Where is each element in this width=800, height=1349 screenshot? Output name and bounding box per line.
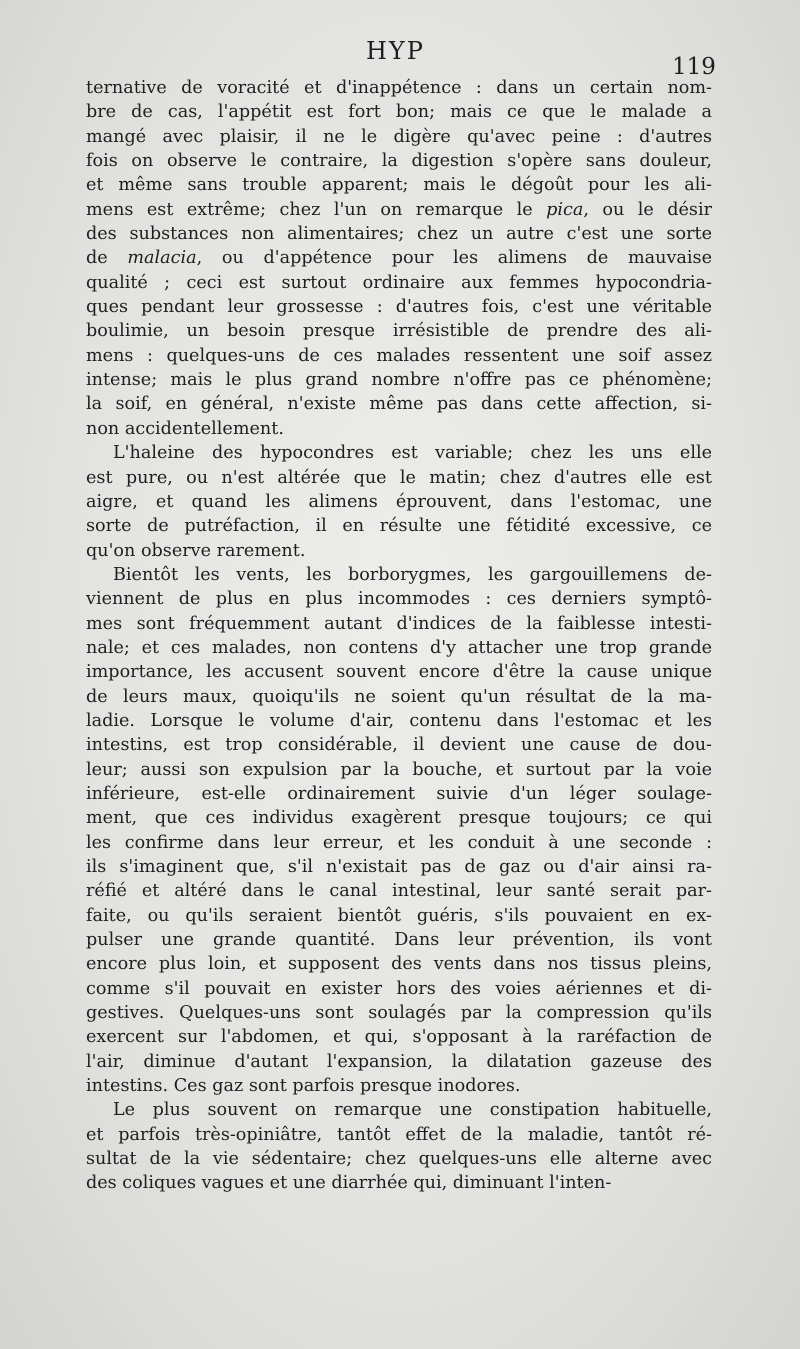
text-segment: bre de cas, l'appétit est fort bon; mais ce que le malade a	[86, 102, 712, 123]
text-line	[86, 76, 712, 100]
text-segment: faite, ou qu'ils seraient bientôt guéris, s'ils pouvaient en ex-	[86, 905, 712, 926]
text-line	[86, 441, 712, 465]
text-segment: l'air, diminue d'autant l'expansion, la dilatation gazeuse des	[86, 1051, 712, 1072]
text-line	[86, 685, 712, 709]
text-line	[86, 344, 712, 368]
text-line	[86, 368, 712, 392]
paragraph	[86, 441, 712, 563]
text-segment: qualité ; ceci est surtout ordinaire aux femmes hypocondria-	[86, 272, 712, 293]
text-line	[86, 222, 712, 246]
text-line	[86, 855, 712, 879]
text-line	[86, 831, 712, 855]
text-segment: intestins, est trop considérable, il devient une cause de dou-	[86, 735, 712, 756]
text-segment: et parfois très-opiniâtre, tantôt effet de la maladie, tantôt ré-	[86, 1124, 712, 1145]
text-segment: des substances non alimentaires; chez un autre c'est une sorte	[86, 224, 712, 245]
text-line	[86, 1171, 712, 1195]
page-number: 119	[672, 54, 716, 80]
text-line	[86, 514, 712, 538]
text-line	[86, 904, 712, 928]
text-segment: Bientôt les vents, les borborygmes, les gargouillemens de-	[113, 564, 712, 585]
paragraph	[86, 563, 712, 1099]
italic-term: pica	[546, 199, 584, 220]
text-line	[86, 539, 712, 563]
text-segment: gestives. Quelques-uns sont soulagés par la compression qu'ils	[86, 1003, 712, 1024]
running-head	[0, 36, 800, 80]
page-header-title: HYP	[366, 37, 425, 65]
text-segment: L'haleine des hypocondres est variable; chez les uns elle	[113, 443, 712, 464]
text-segment: comme s'il pouvait en exister hors des voies aériennes et di-	[86, 978, 712, 999]
text-segment: nale; et ces malades, non contens d'y attacher une trop grande	[86, 637, 712, 658]
text-segment: leur; aussi son expulsion par la bouche, et surtout par la voie	[86, 759, 712, 780]
text-segment: ternative de voracité et d'inappétence : dans un certain nom-	[86, 78, 712, 98]
text-line	[86, 490, 712, 514]
text-segment: ment, que ces individus exagèrent presque toujours; ce qui	[86, 808, 712, 829]
text-line	[86, 1123, 712, 1147]
text-segment: la soif, en général, n'existe même pas dans cette affection, si-	[86, 394, 712, 415]
text-segment: les confirme dans leur erreur, et les conduit à une seconde :	[86, 832, 712, 853]
text-line	[86, 198, 712, 222]
text-line	[86, 319, 712, 343]
text-segment: , ou le désir	[583, 199, 713, 220]
text-segment: des coliques vagues et une diarrhée qui, diminuant l'inten-	[86, 1173, 612, 1194]
paragraph	[86, 1098, 712, 1195]
text-line	[86, 806, 712, 830]
text-segment: mens est extrême; chez l'un on remarque le	[86, 199, 547, 220]
text-segment: réfié et altéré dans le canal intestinal, leur santé serait par-	[86, 881, 712, 902]
text-segment: pulser une grande quantité. Dans leur prévention, ils vont	[86, 930, 712, 951]
text-segment: mes sont fréquemment autant d'indices de la faiblesse intesti-	[86, 613, 712, 634]
text-segment: sorte de putréfaction, il en résulte une fétidité excessive, ce	[86, 516, 712, 537]
text-segment: mens : quelques-uns de ces malades ressentent une soif assez	[86, 345, 712, 366]
text-segment: , ou d'appétence pour les alimens de mauvaise	[196, 248, 712, 269]
body-text	[86, 76, 712, 1196]
text-line	[86, 636, 712, 660]
text-line	[86, 612, 712, 636]
text-segment: Le plus souvent on remarque une constipation habituelle,	[113, 1100, 712, 1121]
text-line	[86, 295, 712, 319]
text-line	[86, 709, 712, 733]
text-segment: intestins. Ces gaz sont parfois presque inodores.	[86, 1076, 521, 1097]
text-segment: mangé avec plaisir, il ne le digère qu'avec peine : d'autres	[86, 126, 712, 147]
text-line	[86, 587, 712, 611]
text-line	[86, 1074, 712, 1098]
text-line	[86, 149, 712, 173]
text-segment: intense; mais le plus grand nombre n'offre pas ce phénomène;	[86, 370, 712, 391]
text-line	[86, 1050, 712, 1074]
text-segment: sultat de la vie sédentaire; chez quelques-uns elle alterne avec	[86, 1149, 712, 1170]
text-line	[86, 466, 712, 490]
text-segment: ils s'imaginent que, s'il n'existait pas de gaz ou d'air ainsi ra-	[86, 857, 712, 877]
paragraph	[86, 76, 712, 441]
text-line	[86, 271, 712, 295]
text-segment: de	[86, 248, 128, 269]
text-line	[86, 782, 712, 806]
text-segment: est pure, ou n'est altérée que le matin; chez d'autres elle est	[86, 467, 712, 488]
text-line	[86, 952, 712, 976]
text-line	[86, 392, 712, 416]
text-line	[86, 879, 712, 903]
text-segment: de leurs maux, quoiqu'ils ne soient qu'un résultat de la ma-	[86, 686, 712, 707]
text-line	[86, 100, 712, 124]
text-segment: qu'on observe rarement.	[86, 540, 306, 561]
text-line	[86, 563, 712, 587]
text-segment: viennent de plus en plus incommodes : ces derniers symptô-	[86, 589, 712, 610]
text-line	[86, 1098, 712, 1122]
text-segment: importance, les accusent souvent encore d'être la cause unique	[86, 662, 712, 683]
text-line	[86, 125, 712, 149]
text-segment: inférieure, est-elle ordinairement suivie d'un léger soulage-	[86, 783, 712, 804]
text-segment: ladie. Lorsque le volume d'air, contenu dans l'estomac et les	[86, 710, 712, 731]
text-segment: boulimie, un besoin presque irrésistible de prendre des ali-	[86, 321, 712, 342]
text-segment: et même sans trouble apparent; mais le dégoût pour les ali-	[86, 175, 712, 196]
text-line	[86, 660, 712, 684]
text-line	[86, 928, 712, 952]
text-segment: aigre, et quand les alimens éprouvent, dans l'estomac, une	[86, 491, 712, 512]
text-segment: non accidentellement.	[86, 418, 284, 439]
text-line	[86, 1001, 712, 1025]
text-segment: exercent sur l'abdomen, et qui, s'opposant à la raréfaction de	[86, 1027, 712, 1048]
text-line	[86, 173, 712, 197]
text-segment: encore plus loin, et supposent des vents dans nos tissus pleins,	[86, 954, 712, 975]
italic-term: malacia	[127, 248, 197, 269]
text-line	[86, 758, 712, 782]
text-segment: fois on observe le contraire, la digestion s'opère sans douleur,	[86, 151, 712, 172]
text-line	[86, 417, 712, 441]
text-line	[86, 733, 712, 757]
text-segment: ques pendant leur grossesse : d'autres fois, c'est une véritable	[86, 297, 712, 318]
text-line	[86, 1025, 712, 1049]
text-line	[86, 977, 712, 1001]
text-line	[86, 1147, 712, 1171]
text-line	[86, 246, 712, 270]
